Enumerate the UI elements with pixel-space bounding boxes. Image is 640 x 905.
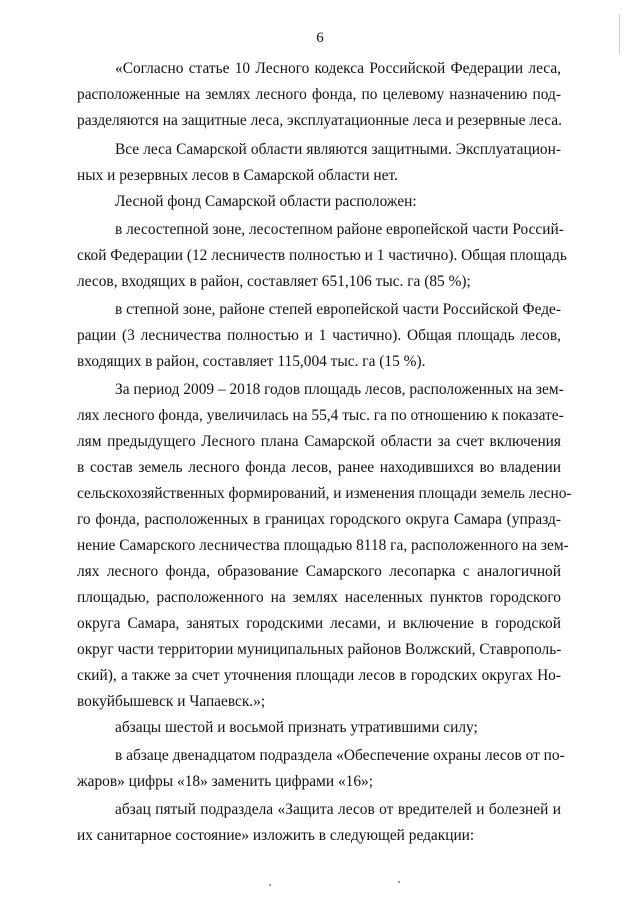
text-line: абзац пятый подраздела «Защита лесов от вредителей и болезней и bbox=[115, 801, 561, 818]
scan-speck bbox=[398, 881, 400, 883]
text-line: вокуйбышевск и Чапаевск.»; bbox=[77, 693, 266, 710]
text-line: в лесостепной зоне, лесостепном районе европейской части Россий- bbox=[115, 221, 564, 238]
scan-edge-mark bbox=[619, 14, 620, 54]
text-line: нение Самарского лесничества площадью 8118 га, расположенного на зем- bbox=[77, 537, 569, 554]
text-line: в степной зоне, районе степей европейской части Российской Феде- bbox=[115, 301, 561, 318]
text-line: Лесной фонд Самарской области расположен: bbox=[115, 193, 417, 210]
text-line: в состав земель лесного фонда лесов, ранее находившихся во владении bbox=[77, 459, 561, 476]
text-line: лях лесного фонда, образование Самарского лесопарка с аналогичной bbox=[77, 563, 561, 580]
text-line: расположенные на землях лесного фонда, по целевому назначению под- bbox=[77, 86, 561, 103]
text-line: сельскохозяйственных формирований, и изменения площади земель лесно- bbox=[77, 485, 572, 502]
text-line: рации (3 лесничества полностью и 1 частично). Общая площадь лесов, bbox=[77, 327, 561, 344]
text-line: в абзаце двенадцатом подраздела «Обеспечение охраны лесов от по- bbox=[115, 747, 565, 764]
text-line: «Согласно статье 10 Лесного кодекса Российской Федерации леса, bbox=[115, 60, 561, 77]
text-line: Все леса Самарской области являются защитными. Эксплуатацион- bbox=[115, 141, 561, 158]
text-line: разделяются на защитные леса, эксплуатационные леса и резервные леса. bbox=[77, 112, 562, 129]
page-number: 6 bbox=[316, 30, 324, 46]
text-line: лесов, входящих в район, составляет 651,106 тыс. га (85 %); bbox=[77, 273, 471, 290]
text-line: лях лесного фонда, увеличилась на 55,4 тыс. га по отношению к показате- bbox=[77, 407, 564, 424]
text-line: ской Федерации (12 лесничеств полностью и 1 частично). Общая площадь bbox=[77, 247, 567, 264]
text-line: входящих в район, составляет 115,004 тыс. га (15 %). bbox=[77, 353, 426, 370]
text-line: абзацы шестой и восьмой признать утратившими силу; bbox=[115, 719, 478, 736]
text-line: их санитарное состояние» изложить в следующей редакции: bbox=[77, 827, 475, 844]
text-line: лям предыдущего Лесного плана Самарской области за счет включения bbox=[77, 433, 561, 450]
text-line: округ части территории муниципальных районов Волжский, Ставрополь- bbox=[77, 641, 562, 658]
text-line: площадью, расположенного на землях населенных пунктов городского bbox=[77, 589, 561, 606]
text-line: За период 2009 – 2018 годов площадь лесов, расположенных на зем- bbox=[115, 381, 564, 398]
text-line: жаров» цифры «18» заменить цифрами «16»; bbox=[77, 773, 374, 790]
text-line: ский), а также за счет уточнения площади лесов в городских округах Но- bbox=[77, 667, 561, 684]
scan-speck bbox=[269, 884, 271, 886]
text-line: го фонда, расположенных в границах городского округа Самара (упразд- bbox=[77, 511, 561, 528]
text-line: ных и резервных лесов в Самарской области нет. bbox=[77, 167, 398, 184]
text-line: округа Самара, занятых городскими лесами, и включение в городской bbox=[77, 615, 561, 632]
